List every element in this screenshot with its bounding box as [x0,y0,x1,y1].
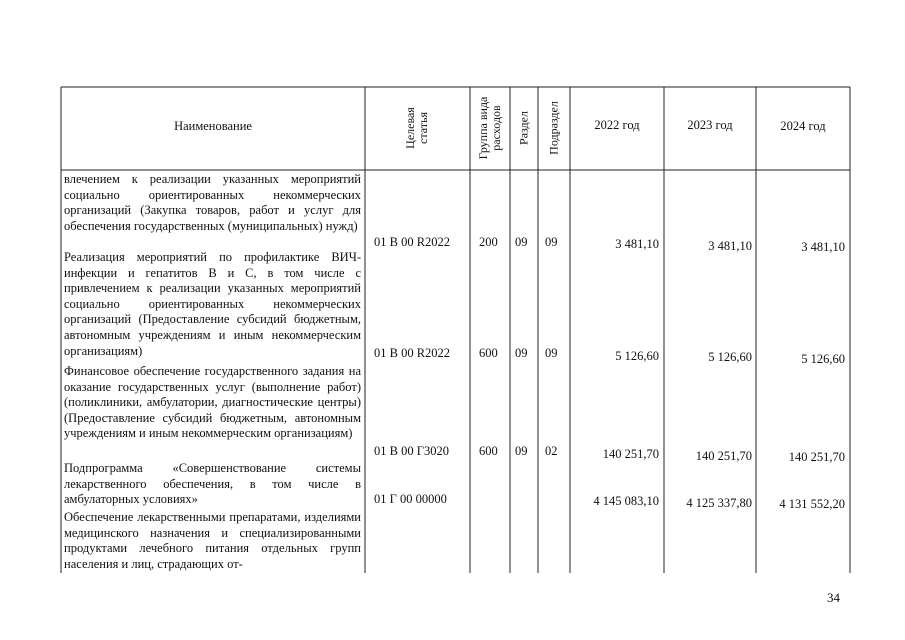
page-number: 34 [827,590,840,605]
header-section: Раздел [516,111,531,145]
row-3-name: Подпрограмма «Совершенствование системы лекарственного обеспечения, в том числе в амбулаторных условиях» [64,461,361,507]
row-0-y2023: 3 481,10 [708,239,752,253]
row-1-code: 01 В 00 R2022 [374,346,451,360]
row-0-section: 09 [515,235,528,249]
row-3-code: 01 Г 00 00000 [374,492,447,506]
row-2-code: 01 В 00 Г3020 [374,444,449,458]
row-2-name: Финансовое обеспечение государственного задания на оказание государственных услуг (выполнение работ) (поликлиники, амбулатории, диагностические центры) (Предоставление субсидий бюджетным, автономным учреждениям и иным некоммерческим организациям) [64,364,361,441]
row-4-name: Обеспечение лекарственными препаратами, изделиями медицинского назначения и специализированными продуктами лечебного питания отдельных групп населения и лиц, страдающих от- [64,510,361,571]
header-year-2022: 2022 год [594,118,640,132]
row-2-section: 09 [515,444,528,458]
row-3-y2024: 4 131 552,20 [779,497,845,511]
header-year-2024: 2024 год [780,119,826,133]
row-1-y2022: 5 126,60 [615,349,659,363]
row-2-y2024: 140 251,70 [788,450,845,464]
header-subsection: Подраздел [546,101,561,155]
row-0-subsection: 09 [545,235,558,249]
row-1-subsection: 09 [545,346,558,360]
row-0-group: 200 [479,235,498,249]
row-2-subsection: 02 [545,444,558,458]
row-0-y2022: 3 481,10 [615,237,659,251]
header-expense-group: Группа вида расходов [476,96,503,160]
row-2-y2023: 140 251,70 [695,449,752,463]
row-1-name: Реализация мероприятий по профилактике ВИЧ-инфекции и гепатитов В и С, в том числе с привлечением к реализации указанных мероприятий социально ориентированных некоммерческих организаций (Предоставление субсидий бюджетным, автономным учреждениям и иным некоммерческим организациям) [64,250,361,358]
row-3-y2023: 4 125 337,80 [686,496,752,510]
row-0-code: 01 В 00 R2022 [374,235,451,249]
row-1-group: 600 [479,346,498,360]
row-0-name: влечением к реализации указанных мероприятий социально ориентированных некоммерческих организаций (Закупка товаров, работ и услуг для обеспечения государственных (муниципальных) нужд) [64,172,361,233]
row-1-section: 09 [515,346,528,360]
row-1-y2023: 5 126,60 [708,350,752,364]
header-year-2023: 2023 год [687,118,733,132]
row-2-y2022: 140 251,70 [602,447,659,461]
header-target-article: Целевая статья [403,107,430,149]
row-0-y2024: 3 481,10 [801,240,845,254]
row-1-y2024: 5 126,60 [801,352,845,366]
row-2-group: 600 [479,444,498,458]
header-name: Наименование [174,119,252,133]
row-3-y2022: 4 145 083,10 [593,494,659,508]
